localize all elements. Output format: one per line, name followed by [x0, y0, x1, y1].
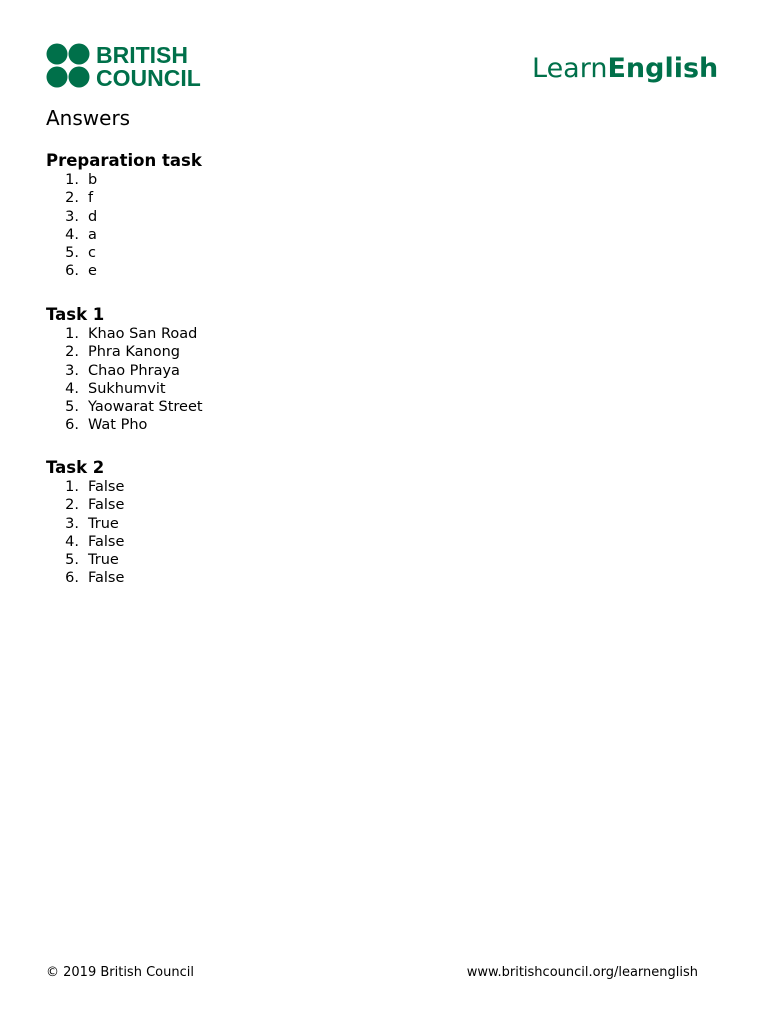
item-number: 5. [65, 245, 79, 262]
answer-section [46, 305, 446, 435]
item-answer: d [88, 208, 98, 225]
answer-section [46, 458, 446, 588]
item-answer: False [88, 533, 125, 550]
item-answer: False [88, 479, 125, 495]
section-heading: Preparation task [46, 151, 202, 170]
list-item [46, 398, 446, 416]
list-item [46, 533, 446, 551]
brand-line-2: COUNCIL [96, 65, 201, 89]
answer-list [46, 325, 446, 435]
item-number: 4. [65, 533, 79, 550]
list-item [46, 189, 446, 207]
item-number: 6. [65, 570, 79, 587]
item-answer: Yaowarat Street [88, 399, 203, 416]
footer-copyright: © 2019 British Council [46, 965, 194, 980]
item-answer: a [88, 226, 97, 243]
list-item [46, 208, 446, 226]
item-answer: True [88, 552, 119, 569]
list-item [46, 569, 446, 587]
svg-text:LearnEnglish [532, 53, 718, 84]
item-answer: Khao San Road [88, 326, 198, 342]
learn-text: Learn [532, 53, 608, 84]
item-answer: e [88, 263, 97, 280]
list-item [46, 362, 446, 380]
list-item [46, 416, 446, 434]
item-number: 4. [65, 380, 79, 397]
list-item [46, 515, 446, 533]
item-number: 4. [65, 226, 79, 243]
item-number: 6. [65, 263, 79, 280]
item-number: 2. [65, 344, 79, 361]
english-text: English [607, 53, 719, 84]
item-answer: Sukhumvit [88, 380, 166, 397]
item-number: 2. [65, 190, 79, 207]
item-number: 1. [65, 172, 79, 188]
british-council-logo [46, 43, 216, 89]
item-number: 5. [65, 399, 79, 416]
list-item [46, 343, 446, 361]
item-answer: Phra Kanong [88, 344, 180, 361]
item-answer: f [88, 190, 94, 207]
list-item [46, 262, 446, 280]
item-answer: b [88, 172, 98, 188]
item-answer: False [88, 570, 125, 587]
item-number: 1. [65, 326, 79, 342]
answer-list [46, 478, 446, 588]
list-item [46, 226, 446, 244]
answer-section [46, 151, 446, 281]
list-item [46, 496, 446, 514]
section-heading: Task 2 [46, 458, 105, 477]
item-number: 6. [65, 417, 79, 434]
item-number: 3. [65, 515, 79, 532]
item-answer: Chao Phraya [88, 362, 180, 379]
list-item [46, 171, 446, 189]
answer-list [46, 171, 446, 281]
item-number: 3. [65, 208, 79, 225]
list-item [46, 478, 446, 496]
section-heading: Task 1 [46, 305, 105, 324]
list-item [46, 551, 446, 569]
learnenglish-logo [532, 48, 732, 88]
page-title: Answers [46, 106, 131, 130]
item-answer: Wat Pho [88, 417, 148, 434]
item-number: 5. [65, 552, 79, 569]
item-number: 1. [65, 479, 79, 495]
list-item [46, 244, 446, 262]
item-number: 2. [65, 497, 79, 514]
item-number: 3. [65, 362, 79, 379]
item-answer: False [88, 497, 125, 514]
list-item [46, 325, 446, 343]
item-answer: True [88, 515, 119, 532]
brand-line-1: BRITISH [96, 43, 188, 68]
list-item [46, 380, 446, 398]
item-answer: c [88, 245, 96, 262]
footer-url: www.britishcouncil.org/learnenglish [466, 965, 698, 980]
